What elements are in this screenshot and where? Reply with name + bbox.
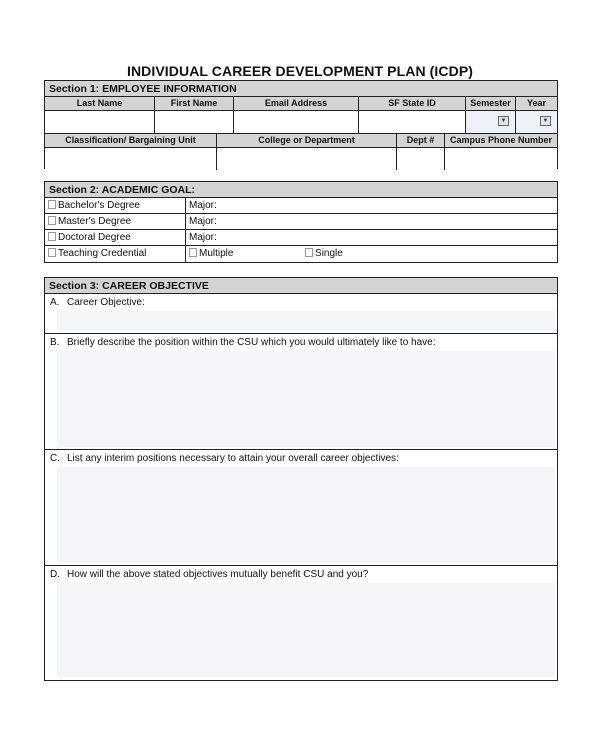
year-select[interactable]	[516, 111, 557, 133]
email-address-field[interactable]	[234, 111, 359, 133]
question-c-text: List any interim positions necessary to attain your overall career objectives:	[67, 453, 399, 464]
sf-state-id-header: SF State ID	[359, 97, 466, 110]
single-checkbox[interactable]	[305, 248, 313, 257]
credential-row	[45, 246, 557, 262]
multiple-checkbox[interactable]	[189, 248, 197, 257]
classification-field[interactable]	[45, 148, 217, 170]
masters-label: Master's Degree	[58, 216, 132, 227]
first-name-field[interactable]	[155, 111, 234, 133]
section-2-heading: Section 2: ACADEMIC GOAL:	[45, 182, 557, 198]
last-name-field[interactable]	[45, 111, 155, 133]
question-b	[45, 334, 557, 450]
section-academic-goal	[44, 181, 558, 263]
last-name-header: Last Name	[45, 97, 155, 110]
email-address-header: Email Address	[234, 97, 359, 110]
multiple-label: Multiple	[199, 248, 234, 259]
year-dropdown-arrow-icon[interactable]: ▼	[540, 116, 551, 126]
section-career-objective	[44, 277, 558, 681]
question-b-text: Briefly describe the position within the CSU which you would ultimately like to have:	[67, 337, 436, 348]
mutual-benefit-field[interactable]	[57, 583, 555, 677]
sf-state-id-field[interactable]	[359, 111, 466, 133]
question-d-letter: D.	[50, 569, 60, 580]
masters-major-label: Major:	[189, 216, 217, 227]
doctoral-major-label: Major:	[189, 232, 217, 243]
classification-header: Classification/ Bargaining Unit	[45, 134, 217, 147]
semester-select[interactable]	[466, 111, 516, 133]
college-department-field[interactable]	[217, 148, 397, 170]
bachelors-checkbox[interactable]	[48, 200, 56, 209]
degree-row	[45, 230, 557, 246]
year-header: Year	[516, 97, 557, 110]
college-department-header: College or Department	[217, 134, 397, 147]
section-employee-information	[44, 80, 558, 169]
masters-checkbox[interactable]	[48, 216, 56, 225]
first-name-header: First Name	[155, 97, 234, 110]
question-d-text: How will the above stated objectives mutually benefit CSU and you?	[67, 569, 369, 580]
career-objective-field[interactable]	[57, 311, 555, 331]
doctoral-label: Doctoral Degree	[58, 232, 131, 243]
semester-header: Semester	[466, 97, 516, 110]
document-title: INDIVIDUAL CAREER DEVELOPMENT PLAN (ICDP)	[126, 63, 474, 79]
interim-positions-field[interactable]	[57, 467, 555, 563]
doctoral-checkbox[interactable]	[48, 232, 56, 241]
degree-row	[45, 214, 557, 230]
section-1-heading: Section 1: EMPLOYEE INFORMATION	[45, 81, 557, 97]
question-c-letter: C.	[50, 453, 60, 464]
bachelors-major-label: Major:	[189, 200, 217, 211]
semester-dropdown-arrow-icon[interactable]: ▼	[498, 116, 509, 126]
desired-position-field[interactable]	[57, 351, 555, 447]
question-a-letter: A.	[50, 297, 60, 308]
single-label: Single	[315, 248, 343, 259]
teaching-credential-checkbox[interactable]	[48, 248, 56, 257]
question-a	[45, 294, 557, 334]
campus-phone-field[interactable]	[445, 148, 557, 170]
question-c	[45, 450, 557, 566]
teaching-credential-label: Teaching Credential	[58, 248, 147, 259]
dept-number-field[interactable]	[397, 148, 445, 170]
question-a-text: Career Objective:	[67, 297, 145, 308]
dept-number-header: Dept #	[397, 134, 445, 147]
section-3-heading: Section 3: CAREER OBJECTIVE	[45, 278, 557, 294]
question-d	[45, 566, 557, 679]
question-b-letter: B.	[50, 337, 60, 348]
degree-row	[45, 198, 557, 214]
campus-phone-header: Campus Phone Number	[445, 134, 557, 147]
bachelors-label: Bachelor's Degree	[58, 200, 140, 211]
